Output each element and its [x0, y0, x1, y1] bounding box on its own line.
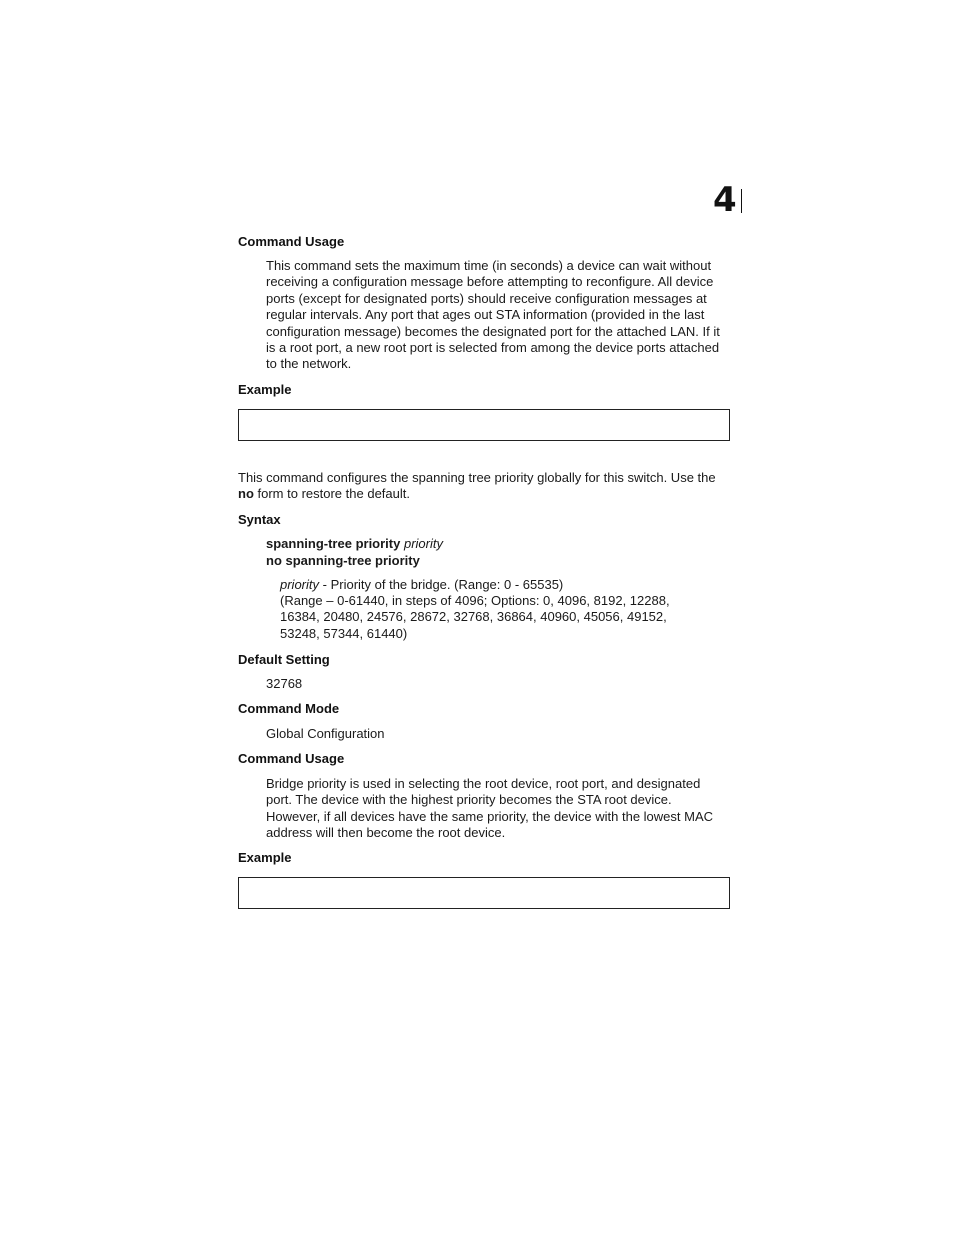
param-name: priority [280, 577, 320, 592]
syntax-command-line [266, 536, 443, 552]
command-usage-heading: Command Usage [238, 234, 345, 249]
example-heading: Example [238, 382, 292, 397]
example-code-box-2 [238, 877, 730, 909]
example-code-box [238, 409, 730, 441]
param-desc: - Priority of the bridge. (Range: 0 - 65535) [322, 577, 564, 592]
command-usage-text: This command sets the maximum time (in seconds) a device can wait without receiving a configuration message before attempting to reconfigure. All device ports (except for designated ports) should receive configuration messages at regular intervals. Any port that ages out STA information (provided in the last configuration message) becomes the designated port for the attached LAN. If it is a root port, a new root port is selected from among the device ports attached to the network. [266, 258, 720, 372]
intro-text-before: This command configures the spanning tree priority globally for this switch. Use the [238, 470, 716, 485]
syntax-heading: Syntax [238, 512, 281, 527]
param-description [280, 577, 720, 593]
param-range: (Range – 0-61440, in steps of 4096; Options: 0, 4096, 8192, 12288, 16384, 20480, 24576, 28672, 32768, 36864, 40960, 45056, 49152, 53248, 57344, 61440) [280, 593, 670, 641]
default-setting-value: 32768 [266, 676, 303, 691]
syntax-no-command: no spanning-tree priority [266, 553, 420, 568]
intro-no-keyword: no [238, 486, 254, 502]
default-setting-heading: Default Setting [238, 652, 330, 667]
syntax-param: priority [403, 536, 443, 551]
chapter-number: 4 [713, 180, 737, 220]
chapter-divider [741, 189, 742, 213]
command-usage-heading-2: Command Usage [238, 751, 345, 766]
command-usage-text-2: Bridge priority is used in selecting the root device, root port, and designated port. The device with the highest priority becomes the STA root device. However, if all devices have the same priority, the device with the lowest MAC address will then become the root device. [266, 776, 714, 841]
syntax-command: spanning-tree priority [266, 536, 401, 551]
command-mode-heading: Command Mode [238, 701, 340, 716]
priority-intro-text [238, 470, 730, 503]
command-mode-value: Global Configuration [266, 726, 385, 741]
example-heading-2: Example [238, 850, 292, 865]
intro-text-after: form to restore the default. [257, 486, 410, 502]
